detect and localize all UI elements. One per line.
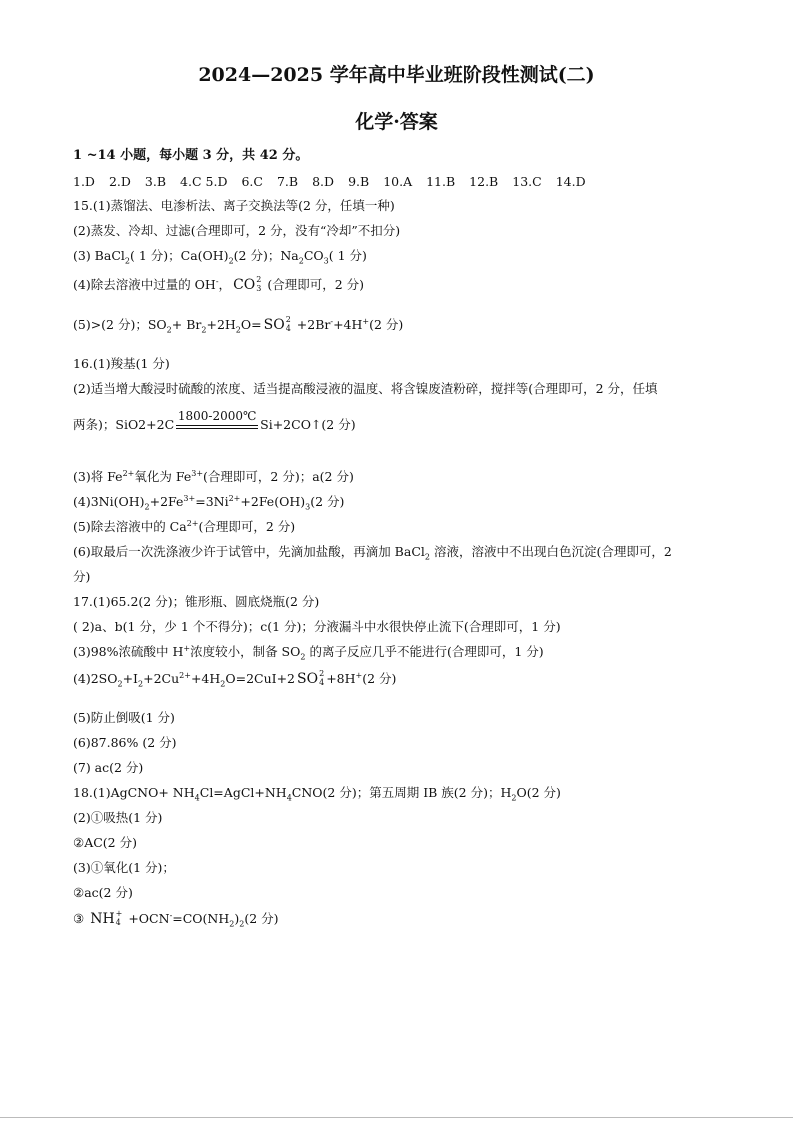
q17-line-6: (6)87.86% (2 分) — [73, 735, 177, 750]
q18-line-1: 18.(1)AgCNO+ $NH_4Cl=AgCl+NH_4CNO(2$ 分)；第五周期 IB 族(2 分)；$H_2O(2$ 分) — [73, 785, 561, 803]
answer-9: 9.B — [348, 174, 370, 189]
q17-line-5: (5)防止倒吸(1 分) — [73, 710, 175, 725]
answer-8: 8.D — [312, 174, 335, 189]
answer-12: 12.B — [469, 174, 499, 189]
answer-4: 4.C — [180, 174, 202, 189]
page-subtitle: 化学·答案 — [355, 111, 438, 133]
q15-line-4: (4)除去溶液中过量的 OH-， CO 2 3 (合理即可，2 分) — [73, 275, 365, 293]
section-heading: 1 ~14 小题，每小题 3 分，共 42 分。 — [73, 148, 309, 163]
q16-line-2: (2)适当增大酸浸时硫酸的浓度、适当提高酸浸液的温度、将含镍废渣粉碎，搅拌等(合理即可，2 分，任填 — [73, 381, 658, 396]
q18-line-4: (3)①氧化(1 分)； — [73, 860, 175, 875]
answer-2: 2.D — [108, 174, 131, 189]
q18-line-2: (2)①吸热(1 分) — [73, 810, 163, 825]
answer-1: 1.D — [73, 174, 95, 189]
sulfate-ion: SO 2 4 — [263, 315, 291, 333]
answer-5: 5.D — [205, 174, 228, 189]
q17-line-3: (3)98%浓硫酸中 H+浓度较小，制备 $SO_2$ 的离子反应几乎不能进行(合理即可，1 分) — [73, 643, 544, 662]
q16-line-4: (3)将 $Fe^{2+}$氧化为 $Fe^{3+}$(合理即可，2 分)；a(2 分) — [73, 468, 354, 484]
q15-line-5: (5)>(2 分)；$SO_2+ Br_2+2H_2O=$ SO 2 4 +2Br-+4H+(2 分) — [73, 315, 404, 335]
q18-line-6: ③ NH + 4 $+OCN^-=CO(NH_2)_2(2$ 分) — [73, 909, 279, 929]
q16-line-3: 两条)；SiO2+2C 1800-2000℃ Si+2CO↑(2 分) — [73, 409, 356, 432]
answer-7: 7.B — [276, 174, 299, 189]
q17-line-1: 17.(1)65.2(2 分)；锥形瓶、圆底烧瓶(2 分) — [73, 594, 320, 609]
q16-line-7: (6)取最后一次洗涤液少许于试管中，先滴加盐酸，再滴加 BaCl$_2$ 溶液，溶液中不出现白色沉淀(合理即可，2 — [73, 544, 672, 562]
q15-line-3: (3) BaCl$_2$( 1 分)；$Ca(OH)_2(2$ 分)；$Na_2CO_3$( 1 分) — [73, 248, 367, 266]
sulfate-ion: SO 2 4 — [297, 669, 325, 687]
page-title: 2024—2025 学年高中毕业班阶段性测试(二) — [198, 64, 595, 86]
carbonate-ion: CO 2 3 — [233, 275, 262, 293]
reaction-condition: 1800-2000℃ — [176, 423, 258, 429]
q16-line-6: (5)除去溶液中的 $Ca^{2+}$(合理即可，2 分) — [73, 518, 296, 534]
q16-line-1: 16.(1)羧基(1 分) — [73, 356, 170, 371]
q15-line-1: 15.(1)蒸馏法、电渗析法、离子交换法等(2 分，任填一种) — [73, 198, 395, 213]
answer-10: 10.A — [383, 174, 413, 189]
ammonium-ion: NH + 4 — [90, 909, 123, 927]
answer-14: 14.D — [555, 174, 586, 189]
q16-line-8: 分) — [73, 569, 91, 584]
answer-6: 6.C — [241, 174, 263, 189]
q18-line-5: ②ac(2 分) — [73, 885, 133, 900]
answer-13: 13.C — [512, 174, 542, 189]
choice-answers — [73, 174, 600, 190]
q16-line-5: $(4)3Ni(OH)_2+2Fe^{3+}=3Ni^{2+}+2Fe(OH)_3(2$ 分) — [73, 493, 345, 512]
page-bottom-rule — [0, 1117, 793, 1118]
answer-11: 11.B — [426, 174, 456, 189]
q17-line-2: ( 2)a、b(1 分，少 1 个不得分)；c(1 分)；分液漏斗中水很快停止流下(合理即可，1 分) — [73, 619, 561, 634]
answer-3: 3.B — [144, 174, 167, 189]
q17-line-7: (7) ac(2 分) — [73, 760, 144, 775]
q17-line-4: $(4)2SO_2+I_2+2Cu^{2+}+4H_2O=2CuI+2$ SO 2 4 +8H+(2 分) — [73, 669, 397, 689]
q15-line-2: (2)蒸发、冷却、过滤(合理即可，2 分，没有“冷却”不扣分) — [73, 223, 401, 238]
q18-line-3: ②AC(2 分) — [73, 835, 137, 850]
